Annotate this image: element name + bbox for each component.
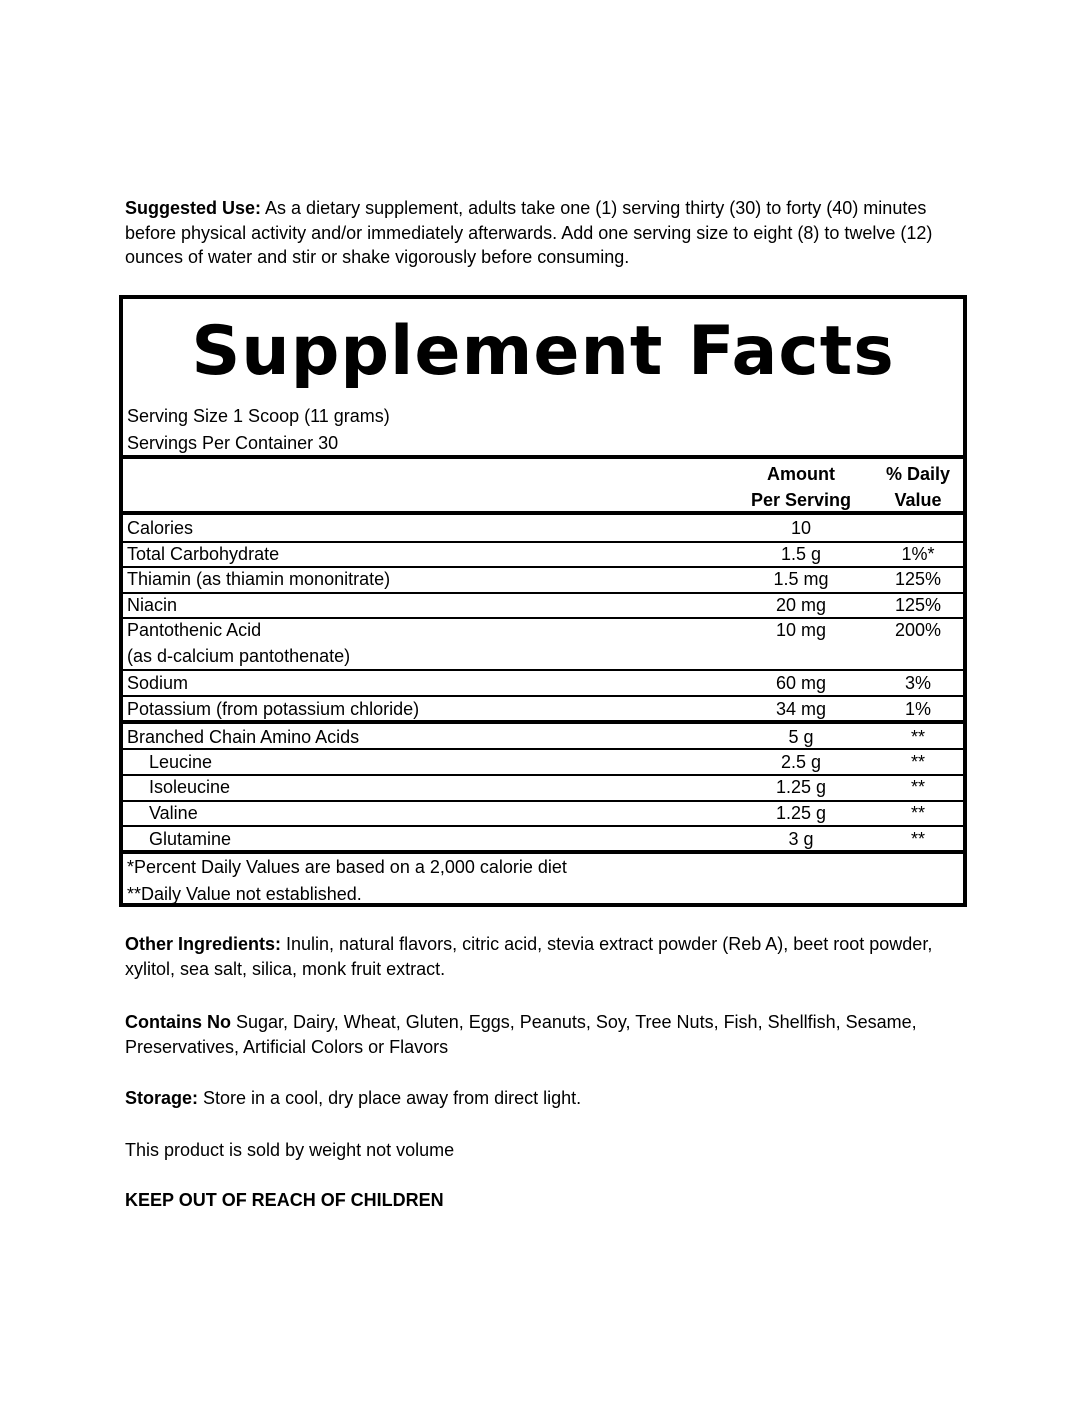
servings-per-container: Servings Per Container 30 <box>127 433 339 453</box>
nutrient-name: Isoleucine <box>149 777 231 797</box>
nutrient-dv: 200% <box>894 620 942 640</box>
nutrient-name: Total Carbohydrate <box>127 544 280 564</box>
nutrient-row-leucine <box>123 749 963 775</box>
daily-value-header <box>873 461 963 513</box>
nutrient-row-isoleucine <box>123 774 963 800</box>
nutrient-amount: 60 mg <box>775 673 827 693</box>
nutrient-name: Niacin <box>127 595 178 615</box>
amount-header-line2: Per Serving <box>750 490 852 510</box>
nutrient-name-note: (as d-calcium pantothenate) <box>127 646 351 666</box>
nutrient-name: Valine <box>149 803 198 823</box>
nutrient-name: Branched Chain Amino Acids <box>127 727 360 747</box>
nutrient-dv: ** <box>910 803 925 823</box>
amount-per-serving-header <box>728 461 874 513</box>
nutrient-name: Leucine <box>149 752 213 772</box>
nutrient-amount: 1.25 g <box>775 777 827 797</box>
nutrient-row-sodium <box>123 670 963 696</box>
nutrient-name: Sodium <box>127 673 189 693</box>
nutrient-dv: 1% <box>904 699 931 719</box>
nutrient-name: Pantothenic Acid <box>127 620 262 640</box>
nutrient-dv: ** <box>910 777 925 797</box>
nutrient-row-pantothenic-acid <box>123 617 963 669</box>
nutrient-row-niacin <box>123 592 963 618</box>
divider <box>123 455 963 459</box>
nutrient-row-bcaa <box>123 724 963 750</box>
nutrient-amount: 1.25 g <box>775 803 827 823</box>
nutrient-amount: 1.5 mg <box>773 569 829 589</box>
nutrient-amount: 5 g <box>788 727 814 747</box>
amount-header-line1: Amount <box>767 464 835 484</box>
nutrient-dv: 1%* <box>901 544 935 564</box>
facts-title: Supplement Facts <box>191 312 895 391</box>
other-ingredients-text: Inulin, natural flavors, citric acid, stevia extract powder (Reb A), beet root powder, xylitol, sea salt, silica, monk fruit extract. <box>125 934 933 979</box>
nutrient-row-valine <box>123 800 963 826</box>
nutrient-row-glutamine <box>123 826 963 852</box>
nutrient-dv: 125% <box>894 569 942 589</box>
nutrient-amount: 10 <box>790 518 812 538</box>
nutrient-dv: 3% <box>904 673 931 693</box>
dv-header-line2: Value <box>894 490 942 510</box>
keep-out-of-reach-warning: KEEP OUT OF REACH OF CHILDREN <box>125 1190 444 1210</box>
nutrient-name: Calories <box>127 518 194 538</box>
nutrient-row-total-carbohydrate <box>123 541 963 567</box>
storage-label: Storage: <box>125 1088 199 1108</box>
nutrient-amount: 34 mg <box>775 699 827 719</box>
dv-header-line1: % Daily <box>885 464 951 484</box>
other-ingredients-label: Other Ingredients: <box>125 934 282 954</box>
nutrient-name: Glutamine <box>149 829 232 849</box>
storage-paragraph <box>125 1086 965 1111</box>
footnote-percent-dv: *Percent Daily Values are based on a 2,000 calorie diet <box>127 857 567 877</box>
nutrient-amount: 1.5 g <box>780 544 822 564</box>
other-ingredients-paragraph <box>125 932 965 981</box>
nutrient-dv: 125% <box>894 595 942 615</box>
nutrient-amount: 2.5 g <box>780 752 822 772</box>
nutrient-name: Potassium (from potassium chloride) <box>127 699 420 719</box>
nutrient-dv: ** <box>910 829 925 849</box>
sold-by-weight-note: This product is sold by weight not volume <box>125 1140 455 1160</box>
nutrient-amount: 10 mg <box>775 620 827 640</box>
nutrient-row-thiamin <box>123 566 963 592</box>
nutrient-amount: 3 g <box>788 829 814 849</box>
nutrient-amount: 20 mg <box>775 595 827 615</box>
footnote-dv-not-established: **Daily Value not established. <box>127 884 362 904</box>
suggested-use-paragraph <box>125 196 965 270</box>
suggested-use-label: Suggested Use: <box>125 198 262 218</box>
nutrient-dv: ** <box>910 727 925 747</box>
nutrient-dv: ** <box>910 752 925 772</box>
nutrient-name: Thiamin (as thiamin mononitrate) <box>127 569 391 589</box>
storage-text: Store in a cool, dry place away from direct light. <box>198 1088 582 1108</box>
suggested-use-text: As a dietary supplement, adults take one (1) serving thirty (30) to forty (40) minutes before physical activity and/or immediately afterwards. Add one serving size to eight (8) to twelve (12) ounces of water and stir or shake vigorously before consuming. <box>125 198 933 267</box>
serving-size: Serving Size 1 Scoop (11 grams) <box>127 406 390 426</box>
nutrient-row-calories <box>123 515 963 541</box>
contains-no-text: Sugar, Dairy, Wheat, Gluten, Eggs, Peanuts, Soy, Tree Nuts, Fish, Shellfish, Sesame, Preservatives, Artificial Colors or Flavors <box>125 1012 917 1057</box>
contains-no-paragraph <box>125 1010 965 1059</box>
supplement-facts-panel <box>119 295 967 907</box>
nutrient-row-potassium <box>123 696 963 722</box>
contains-no-label: Contains No <box>125 1012 231 1032</box>
